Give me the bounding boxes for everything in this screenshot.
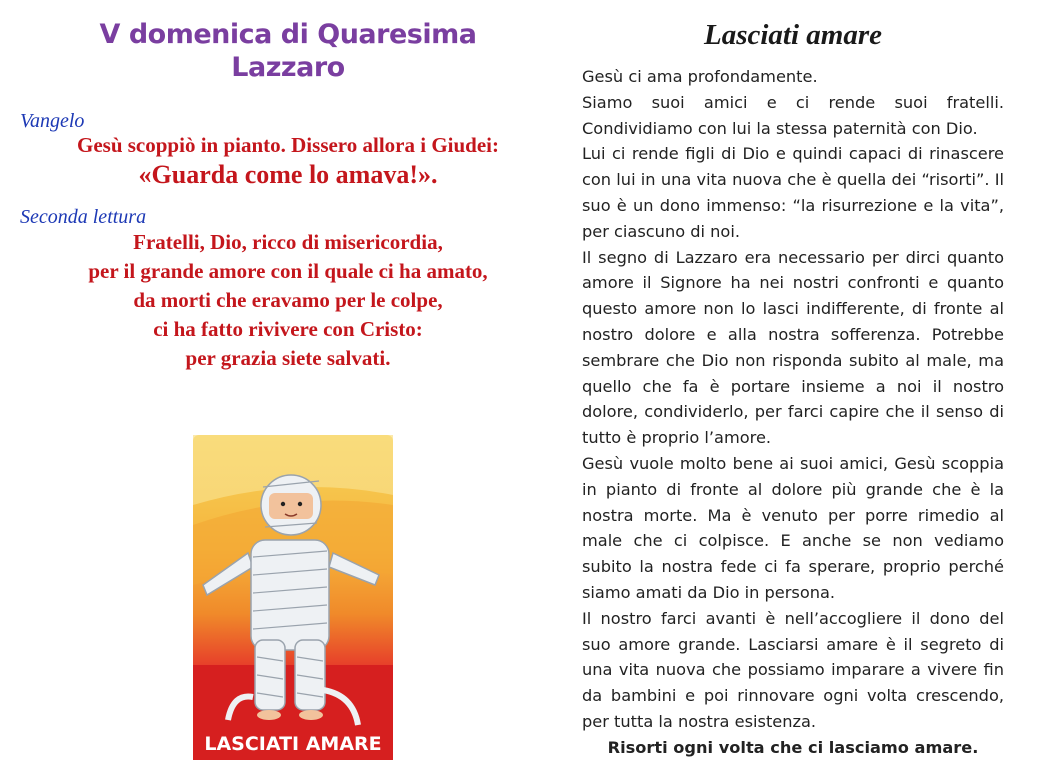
reading-line: ci ha fatto rivivere con Cristo: bbox=[153, 317, 423, 341]
gospel-label: Vangelo bbox=[20, 110, 85, 132]
page-title bbox=[14, 18, 562, 84]
illustration-caption: LASCIATI AMARE bbox=[204, 733, 382, 755]
second-reading-text bbox=[14, 228, 562, 373]
paragraph: Il segno di Lazzaro era necessario per dirci quanto amore il Signore ha nei nostri confronti e quanto questo amore non lo lasci indifferente, di fronte al nostro dolore e alla nostra sofferenza. Potrebbe sembrare che Dio non risponda subito al male, ma quello che fa è portare insieme a noi il nostro dolore, condividerlo, per farci capire che il senso di tutto è proprio l’amore. bbox=[582, 247, 1004, 448]
title-line-lazarus: Lazzaro bbox=[231, 52, 345, 83]
closing-line: Risorti ogni volta che ci lasciamo amare. bbox=[607, 737, 979, 757]
paragraph: Il nostro farci avanti è nell’accogliere il dono del suo amore grande. Lasciarsi amare è il segreto di una vita nuova che possiamo imparare a vivere fin da bambini e poi rinnovare ogni volta crescendo, per tutta la nostra esistenza. bbox=[582, 608, 1004, 731]
paragraph: Gesù ci ama profondamente. bbox=[582, 67, 818, 86]
reading-line: Fratelli, Dio, ricco di misericordia, bbox=[133, 230, 443, 254]
reading-line: per il grande amore con il quale ci ha amato, bbox=[88, 259, 488, 283]
paragraph: Siamo suoi amici e ci rende suoi fratelli. Condividiamo con lui la stessa paternità con Dio. bbox=[582, 92, 1004, 138]
left-column bbox=[14, 18, 562, 373]
reflection-title: Lasciati amare bbox=[703, 19, 882, 51]
reflection-body bbox=[582, 64, 1004, 735]
paragraph: Gesù vuole molto bene ai suoi amici, Gesù scoppia in pianto di fronte al dolore più grande che è la nostra morte. Ma è venuto per porre rimedio al male che ci colpisce. E anche se non vediamo subito la nostra fede ci fa sperare, proprio perché siamo amati da Dio in persona. bbox=[582, 453, 1004, 602]
right-column bbox=[582, 18, 1004, 761]
reading-line: per grazia siete salvati. bbox=[185, 346, 391, 370]
second-reading-label: Seconda lettura bbox=[20, 206, 147, 228]
title-line-sunday: V domenica di Quaresima bbox=[99, 19, 477, 50]
gospel-quote: «Guarda come lo amava!». bbox=[138, 160, 438, 189]
paragraph: Lui ci rende figli di Dio e quindi capaci di rinascere con lui in una vita nuova che è quella dei “risorti”. Il suo è un dono immenso: “la risurrezione e la vita”, per ciascuno di noi. bbox=[582, 144, 1004, 241]
gospel-text-line: Gesù scoppiò in pianto. Dissero allora i Giudei: bbox=[77, 133, 499, 157]
reading-line: da morti che eravamo per le colpe, bbox=[133, 288, 443, 312]
mummy-drawing bbox=[193, 435, 393, 760]
lazarus-illustration bbox=[193, 435, 393, 760]
